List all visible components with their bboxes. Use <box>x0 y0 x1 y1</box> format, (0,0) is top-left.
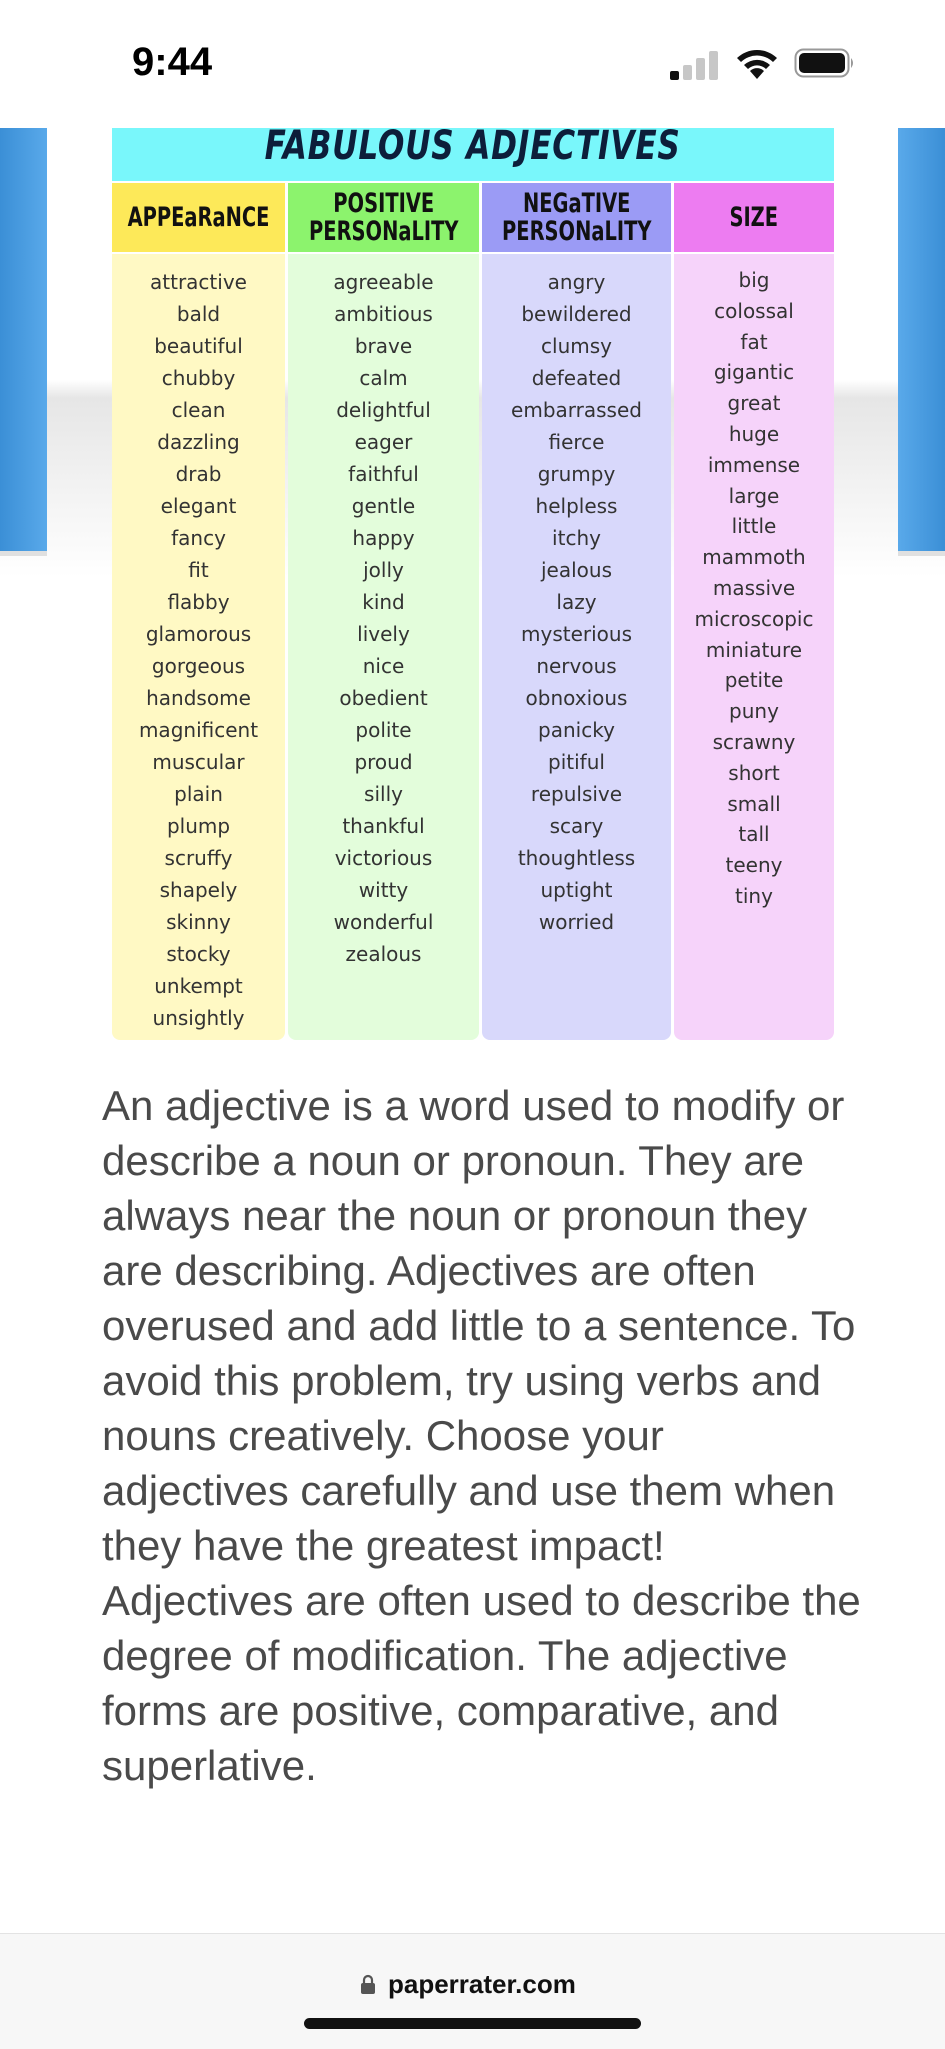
adjective-word: angry <box>547 270 606 294</box>
adjective-word: itchy <box>552 526 601 550</box>
adjective-word: pitiful <box>548 750 605 774</box>
adjective-word: victorious <box>334 846 433 870</box>
adjective-word: unsightly <box>152 1006 245 1030</box>
adjective-word: scary <box>549 814 604 838</box>
adjective-word: silly <box>364 782 403 806</box>
poster-title <box>112 128 834 181</box>
adjective-word: gorgeous <box>151 654 246 678</box>
adjective-word: grumpy <box>537 462 616 486</box>
column-positive-personality <box>288 183 479 1040</box>
right-divider <box>898 551 945 556</box>
adjective-word: fit <box>188 558 209 582</box>
column-heading-text: NEGaTIVE PERSONaLITY <box>501 187 652 247</box>
column-heading-text: POSITIVE PERSONaLITY <box>308 187 459 247</box>
adjective-word: mysterious <box>521 622 632 646</box>
left-decorative-panel <box>0 128 47 551</box>
column-word-list <box>112 254 285 1040</box>
adjective-word: nervous <box>536 654 617 678</box>
adjective-word: fat <box>740 329 768 354</box>
adjective-word: handsome <box>146 686 251 710</box>
column-word-list <box>482 254 671 1040</box>
adjective-word: thoughtless <box>517 846 636 870</box>
column-heading <box>674 183 834 252</box>
adjective-word: beautiful <box>154 334 243 358</box>
poster-title-text: FABULOUS ADJECTIVES <box>264 128 682 169</box>
adjective-word: gentle <box>351 494 416 518</box>
column-heading-text: SIZE <box>729 201 779 233</box>
adjective-word: petite <box>724 668 784 693</box>
adjective-word: puny <box>729 699 779 724</box>
adjective-word: agreeable <box>333 270 434 294</box>
adjective-word: little <box>731 514 777 539</box>
column-heading-text: APPEaRaNCE <box>127 201 270 233</box>
adjective-word: bewildered <box>521 302 632 326</box>
web-page <box>0 128 945 1933</box>
adjective-word: short <box>728 760 780 785</box>
adjective-word: delightful <box>336 398 431 422</box>
adjective-word: stocky <box>166 942 231 966</box>
adjective-word: massive <box>712 576 796 600</box>
adjective-word: great <box>727 391 781 416</box>
adjective-word: zealous <box>345 942 422 966</box>
adjective-word: microscopic <box>694 606 814 631</box>
adjective-word: gigantic <box>713 360 795 385</box>
article-paragraph: An adjective is a word used to modify or describe a noun or pronoun. They are always near the noun or pronoun they are describing. Adjectives are often overused and add little to a sentence. To avoid this problem, try using verbs and nouns creatively. Choose your adjectives carefully and use them when they have the greatest impact! Adjectives are often used to describe the degree of modification. The adjective forms are positive, comparative, and superlative. <box>102 1082 861 1789</box>
adjective-word: bald <box>176 302 221 326</box>
site-domain[interactable]: paperrater.com <box>388 1969 576 1999</box>
adjective-word: chubby <box>161 366 236 390</box>
adjective-word: polite <box>355 718 412 742</box>
adjective-word: huge <box>728 422 780 446</box>
cellular-signal-icon <box>670 50 722 80</box>
status-bar <box>0 0 945 128</box>
address-bar[interactable] <box>0 1933 945 2049</box>
adjective-word: obedient <box>339 686 428 710</box>
adjective-word: worried <box>538 910 615 934</box>
adjective-word: happy <box>352 526 415 550</box>
adjective-word: clumsy <box>541 334 612 358</box>
adjective-word: fancy <box>171 526 226 550</box>
column-word-list <box>288 254 479 1040</box>
adjective-word: tiny <box>735 884 773 908</box>
adjective-word: obnoxious <box>525 686 628 710</box>
adjective-word: scruffy <box>164 846 233 870</box>
adjective-word: small <box>727 791 781 816</box>
adjective-word: elegant <box>160 494 237 518</box>
adjective-word: fierce <box>548 430 605 454</box>
adjective-word: immense <box>707 452 801 477</box>
battery-icon <box>794 48 856 78</box>
adjective-word: uptight <box>540 878 613 902</box>
adjective-word: dazzling <box>157 430 240 454</box>
column-word-list <box>674 254 834 1040</box>
adjective-word: shapely <box>159 878 238 902</box>
adjective-word: drab <box>175 462 222 486</box>
lock-icon <box>360 1974 376 1994</box>
adjective-word: brave <box>354 334 413 358</box>
adjective-word: tall <box>738 822 770 847</box>
adjective-word: plain <box>174 782 223 806</box>
column-heading <box>288 183 479 252</box>
left-divider <box>0 551 47 556</box>
adjective-word: mammoth <box>702 545 806 570</box>
adjective-word: proud <box>354 750 413 774</box>
adjective-word: flabby <box>167 590 230 614</box>
adjective-word: defeated <box>531 366 622 390</box>
adjective-word: ambitious <box>334 302 433 326</box>
adjective-word: repulsive <box>530 782 623 806</box>
adjective-word: faithful <box>348 462 419 486</box>
adjectives-poster <box>112 128 834 1040</box>
adjective-word: lazy <box>556 590 597 614</box>
adjective-word: jolly <box>363 558 404 582</box>
adjective-word: large <box>728 483 780 508</box>
adjective-word: skinny <box>166 910 231 934</box>
adjective-word: panicky <box>538 718 615 742</box>
adjective-word: nice <box>362 654 405 678</box>
adjective-word: wonderful <box>333 910 434 934</box>
column-appearance <box>112 183 285 1040</box>
adjective-word: big <box>738 268 770 292</box>
adjective-word: colossal <box>714 298 794 323</box>
adjective-word: embarrassed <box>511 398 642 422</box>
home-indicator[interactable] <box>304 2018 641 2029</box>
adjective-word: witty <box>358 878 409 902</box>
column-negative-personality <box>482 183 671 1040</box>
adjective-word: helpless <box>535 494 618 518</box>
adjective-word: thankful <box>342 814 425 838</box>
adjective-word: teeny <box>725 853 783 878</box>
adjective-word: magnificent <box>138 718 259 742</box>
adjective-word: plump <box>166 814 231 838</box>
right-decorative-panel <box>898 128 945 551</box>
adjective-word: scrawny <box>712 730 796 754</box>
column-heading <box>482 183 671 252</box>
adjective-word: eager <box>354 430 413 454</box>
column-heading <box>112 183 285 252</box>
adjective-word: kind <box>362 590 405 614</box>
adjective-word: calm <box>359 366 408 390</box>
status-time: 9:44 <box>132 40 213 84</box>
adjective-word: unkempt <box>154 974 243 998</box>
adjective-word: muscular <box>152 750 245 774</box>
column-size <box>674 183 834 1040</box>
adjective-word: glamorous <box>145 622 252 646</box>
adjective-word: jealous <box>540 558 612 582</box>
adjective-word: miniature <box>705 637 803 662</box>
wifi-icon <box>736 46 778 80</box>
adjective-word: attractive <box>150 270 247 294</box>
adjective-word: lively <box>357 622 410 646</box>
adjective-word: clean <box>171 398 226 422</box>
